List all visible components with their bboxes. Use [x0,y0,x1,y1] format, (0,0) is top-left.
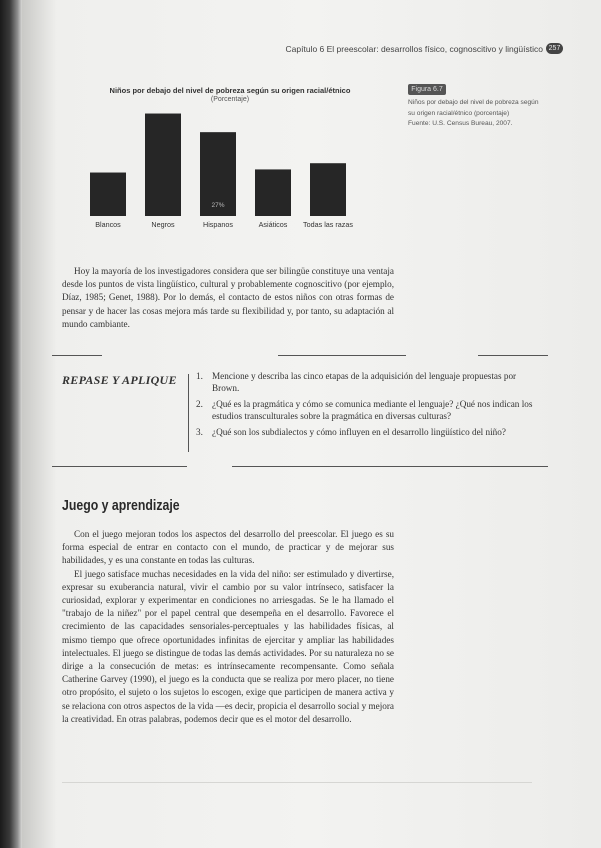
page-binding-shadow [0,0,22,848]
question-text: ¿Qué es la pragmática y cómo se comunica mediante el lenguaje? ¿Qué nos indican los estudios transculturales sobre la pragmática en diversas culturas? [212,399,533,421]
review-question [196,370,538,394]
chart-title: Niños por debajo del nivel de pobreza según su origen racial/étnico [109,86,351,95]
divider [278,355,406,356]
running-head: Capítulo 6 El preescolar: desarrollos físico, cognoscitivo y lingüístico [285,44,543,54]
bar-todas-las-razas [310,163,346,216]
bar-asiáticos [255,169,291,216]
data-label: 27% [211,202,225,209]
question-text: ¿Qué son los subdialectos y cómo influyen en el desarrollo lingüístico del niño? [212,427,506,437]
review-question [196,426,538,438]
figure-badge: Figura 6.7 [408,84,446,95]
category-label: Todas las razas [303,220,353,229]
page-number: 257 [546,43,563,54]
category-label: Negros [151,220,175,229]
poverty-bar-chart [80,81,380,239]
figure-caption-line: Niños por debajo del nivel de pobreza según [408,99,539,106]
bilingual-paragraph [62,265,394,331]
section-heading: Juego y aprendizaje [62,497,180,514]
review-separator [188,374,189,452]
paragraph: El juego satisface muchas necesidades en la vida del niño: ser estimulado y divertirse, expresar su exuberancia natural, vivir el cambio por su valor intrínseco, satisfacer la curiosidad, explorar y experimentar en condiciones no arriesgadas. Se le ha llamado el "trabajo de la niñez" por el papel central que desempeña en el desarrollo. Favorece el crecimiento de las capacidades sensoriales-perceptuales y las habilidades físicas, al mismo tiempo que ofrece oportunidades infinitas de ejercitar y ampliar las habilidades intelectuales. El juego se distingue de todas las demás actividades. Por su naturaleza no se dirige a la consecución de metas: es intrínsecamente recompensante. Como señala Catherine Garvey (1990), el juego es la conducta que se realiza por mero placer, no tiene otro propósito, el sujeto o los sujetos lo escogen, exige que participen de manera activa y se relaciona con otros aspectos de la vida —es decir, propicia el desarrollo social y mejora la creatividad. En otras palabras, podemos decir que es el motor del desarrollo. [62,568,394,724]
question-number: 2. [196,399,203,409]
category-label: Hispanos [203,220,233,229]
review-title: REPASE Y APLIQUE [62,373,177,387]
question-text: Mencione y describa las cinco etapas de la adquisición del lenguaje propuestas por Brown. [212,371,517,393]
review-question-list [196,370,538,442]
paragraph: Hoy la mayoría de los investigadores considera que ser bilingüe constituye una ventaja desde los puntos de vista lingüístico, cultural y probablemente cognoscitivo (por ejemplo, Díaz, 1985; Genet, 1988). Por lo demás, el contacto de estos niños con otras formas de pensar y de hacer las cosas mejora más tarde su flexibilidad y, por tanto, su adaptación al mundo cambiante. [62,266,394,329]
bar-negros [145,114,181,216]
divider [52,466,187,467]
figure-source: Fuente: U.S. Census Bureau, 2007. [408,120,513,127]
scan-shadow [62,782,532,783]
question-number: 3. [196,427,203,437]
category-label: Blancos [95,220,121,229]
divider [52,355,102,356]
figure-caption [408,98,548,130]
section-body [62,528,394,726]
paragraph: Con el juego mejoran todos los aspectos del desarrollo del preescolar. El juego es su forma especial de entrar en contacto con el mundo, de practicar y de mejorar sus habilidades, y es una constante en todas las culturas. [62,529,394,566]
question-number: 1. [196,371,203,381]
divider [478,355,548,356]
review-question [196,398,538,422]
divider [232,466,548,467]
bar-blancos [90,173,126,216]
figure-caption-line: su origen racial/étnico (porcentaje) [408,109,510,117]
chart-plot [80,81,380,239]
category-label: Asiáticos [258,220,288,229]
chart-subtitle: (Porcentaje) [210,96,250,103]
